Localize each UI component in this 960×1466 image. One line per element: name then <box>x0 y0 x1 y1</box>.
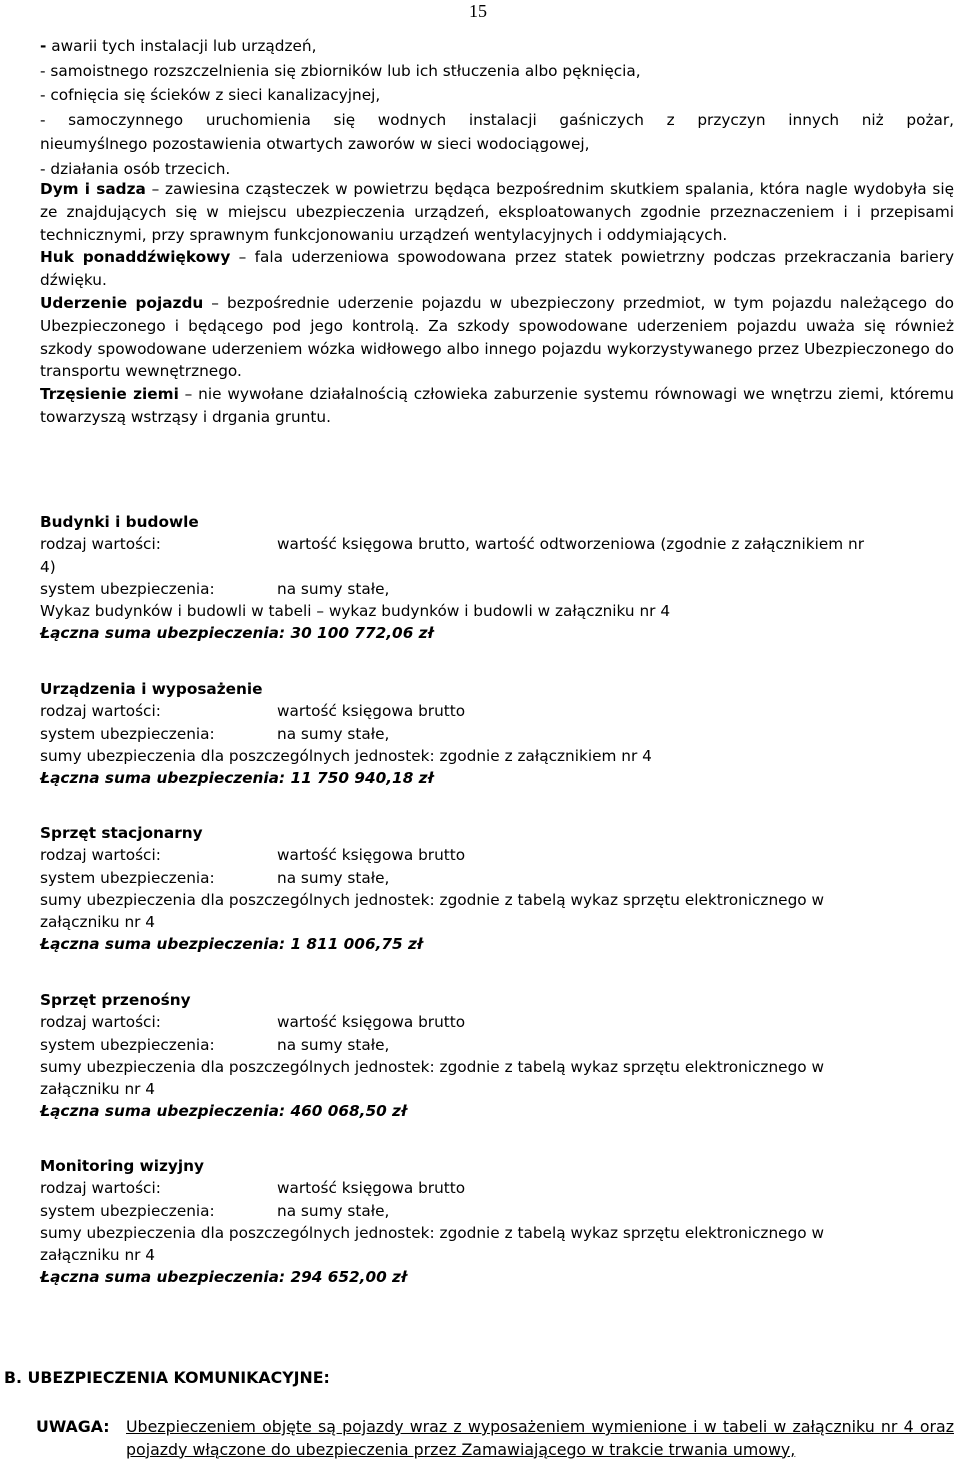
definition-vehicle-impact <box>40 292 954 383</box>
system-value: na sumy stałe, <box>277 1035 390 1054</box>
section-note-continued: załączniku nr 4 <box>40 913 156 932</box>
value-type-label: rodzaj wartości: <box>40 846 161 865</box>
system-value: na sumy stałe, <box>277 868 390 887</box>
section-note: Wykaz budynków i budowli w tabeli – wykaz budynków i budowli w załączniku nr 4 <box>40 602 671 621</box>
section-title: Urządzenia i wyposażenie <box>40 680 263 698</box>
definitions <box>40 178 954 429</box>
total-sum: Łączna suma ubezpieczenia: 294 652,00 zł <box>40 1268 407 1287</box>
value-type: wartość księgowa brutto <box>277 702 466 721</box>
section-note: sumy ubezpieczenia dla poszczególnych jednostek: zgodnie z tabelą wykaz sprzętu elektronicznego w <box>40 890 825 909</box>
definition-sonic-boom <box>40 246 954 292</box>
section-title: Sprzęt stacjonarny <box>40 824 203 842</box>
list-item-text: awarii tych instalacji lub urządzeń, <box>46 37 317 55</box>
definition-smoke <box>40 178 954 246</box>
total-sum: Łączna suma ubezpieczenia: 460 068,50 zł <box>40 1102 407 1121</box>
value-type: wartość księgowa brutto <box>277 846 466 865</box>
system-value: na sumy stałe, <box>277 724 390 743</box>
list-item <box>40 34 954 59</box>
definition-term: Dym i sadza <box>40 180 146 198</box>
system-label: system ubezpieczenia: <box>40 1035 215 1054</box>
section-note: sumy ubezpieczenia dla poszczególnych jednostek: zgodnie z tabelą wykaz sprzętu elektronicznego w <box>40 1057 825 1076</box>
total-sum: Łączna suma ubezpieczenia: 1 811 006,75 zł <box>40 935 423 954</box>
list-item: nieumyślnego pozostawienia otwartych zaworów w sieci wodociągowej, <box>40 135 590 153</box>
section-buildings <box>40 511 954 645</box>
document-body <box>40 34 955 1287</box>
definition-term: Uderzenie pojazdu <box>40 293 204 312</box>
definition-text: – fala uderzeniowa spowodowana przez statek powietrzny podczas przekraczania bariery dźwięku. <box>40 248 955 290</box>
value-type: wartość księgowa brutto <box>277 1179 466 1198</box>
section-note: sumy ubezpieczenia dla poszczególnych jednostek: zgodnie z załącznikiem nr 4 <box>40 746 652 765</box>
list-item: - działania osób trzecich. <box>40 159 231 178</box>
page-number: 15 <box>469 1 487 21</box>
section-title: Budynki i budowle <box>40 513 199 531</box>
warning-note <box>36 1416 954 1461</box>
section-stationary-hardware <box>40 822 954 956</box>
definition-text: – zawiesina cząsteczek w powietrzu będąca bezpośrednim skutkiem spalania, która nagle wydobyła się ze znajdujących się w miejscu ubezpieczenia urządzeń, eksploatowanych zgodnie przeznaczeniem i i przepisami technicznymi, przy sprawnym funkcjonowaniu urządzeń wentylacyjnych i oddymiających. <box>40 180 954 244</box>
communication-insurance-heading-block <box>4 1368 954 1387</box>
section-note: sumy ubezpieczenia dla poszczególnych jednostek: zgodnie z tabelą wykaz sprzętu elektronicznego w <box>40 1223 825 1242</box>
definition-earthquake <box>40 383 954 429</box>
section-heading: B. UBEZPIECZENIA KOMUNIKACYJNE: <box>4 1368 330 1387</box>
definition-term: Trzęsienie ziemi <box>40 385 179 404</box>
system-label: system ubezpieczenia: <box>40 579 215 598</box>
value-type-label: rodzaj wartości: <box>40 1179 161 1198</box>
value-type-label: rodzaj wartości: <box>40 702 161 721</box>
value-type-label: rodzaj wartości: <box>40 535 161 554</box>
total-sum: Łączna suma ubezpieczenia: 30 100 772,06 zł <box>40 624 434 643</box>
section-video-monitoring <box>40 1155 954 1289</box>
list-item: - samoistnego rozszczelnienia się zbiorników lub ich stłuczenia albo pęknięcia, <box>40 61 641 80</box>
risk-list <box>40 34 954 181</box>
value-type-continued: 4) <box>40 557 56 576</box>
value-type-label: rodzaj wartości: <box>40 1013 161 1032</box>
system-value: na sumy stałe, <box>277 1201 390 1220</box>
definition-term: Huk ponaddźwiękowy <box>40 248 231 267</box>
warning-text: Ubezpieczeniem objęte są pojazdy wraz z wyposażeniem wymienione i w tabeli w załączniku nr 4 oraz pojazdy włączone do ubezpieczenia przez Zamawiającego w trakcie trwania umowy, <box>126 1417 954 1459</box>
section-title: Sprzęt przenośny <box>40 991 191 1009</box>
system-label: system ubezpieczenia: <box>40 724 215 743</box>
section-title: Monitoring wizyjny <box>40 1157 204 1175</box>
total-sum: Łączna suma ubezpieczenia: 11 750 940,18 zł <box>40 769 434 788</box>
definition-text: – nie wywołane działalnością człowieka zaburzenie systemu równowagi we wnętrzu ziemi, któremu towarzyszą wstrząsy i drgania gruntu. <box>40 385 954 426</box>
section-note-continued: załączniku nr 4 <box>40 1246 156 1265</box>
definition-text: – bezpośrednie uderzenie pojazdu w ubezpieczony przedmiot, w tym pojazdu należącego do Ubezpieczonego i będącego pod jego kontrolą. Za szkody spowodowane uderzeniem pojazdu uważa się również szkody spowodowane uderzeniem wózka widłowego albo innego pojazdu wykorzystywanego przez Ubezpieczonego do transportu wewnętrznego. <box>40 293 955 381</box>
value-type: wartość księgowa brutto <box>277 1013 466 1032</box>
warning-label: UWAGA: <box>36 1417 110 1436</box>
list-item: - samoczynnego uruchomienia się wodnych instalacji gaśniczych z przyczyn innych niż pożar, <box>40 110 954 129</box>
list-item: - cofnięcia się ścieków z sieci kanalizacyjnej, <box>40 86 381 104</box>
system-value: na sumy stałe, <box>277 579 390 598</box>
system-label: system ubezpieczenia: <box>40 1201 215 1220</box>
section-note-continued: załączniku nr 4 <box>40 1080 156 1099</box>
system-label: system ubezpieczenia: <box>40 868 215 887</box>
section-portable-hardware <box>40 989 954 1123</box>
section-equipment <box>40 678 954 789</box>
list-dash: - <box>40 37 47 55</box>
value-type: wartość księgowa brutto, wartość odtworzeniowa (zgodnie z załącznikiem nr <box>277 535 865 554</box>
